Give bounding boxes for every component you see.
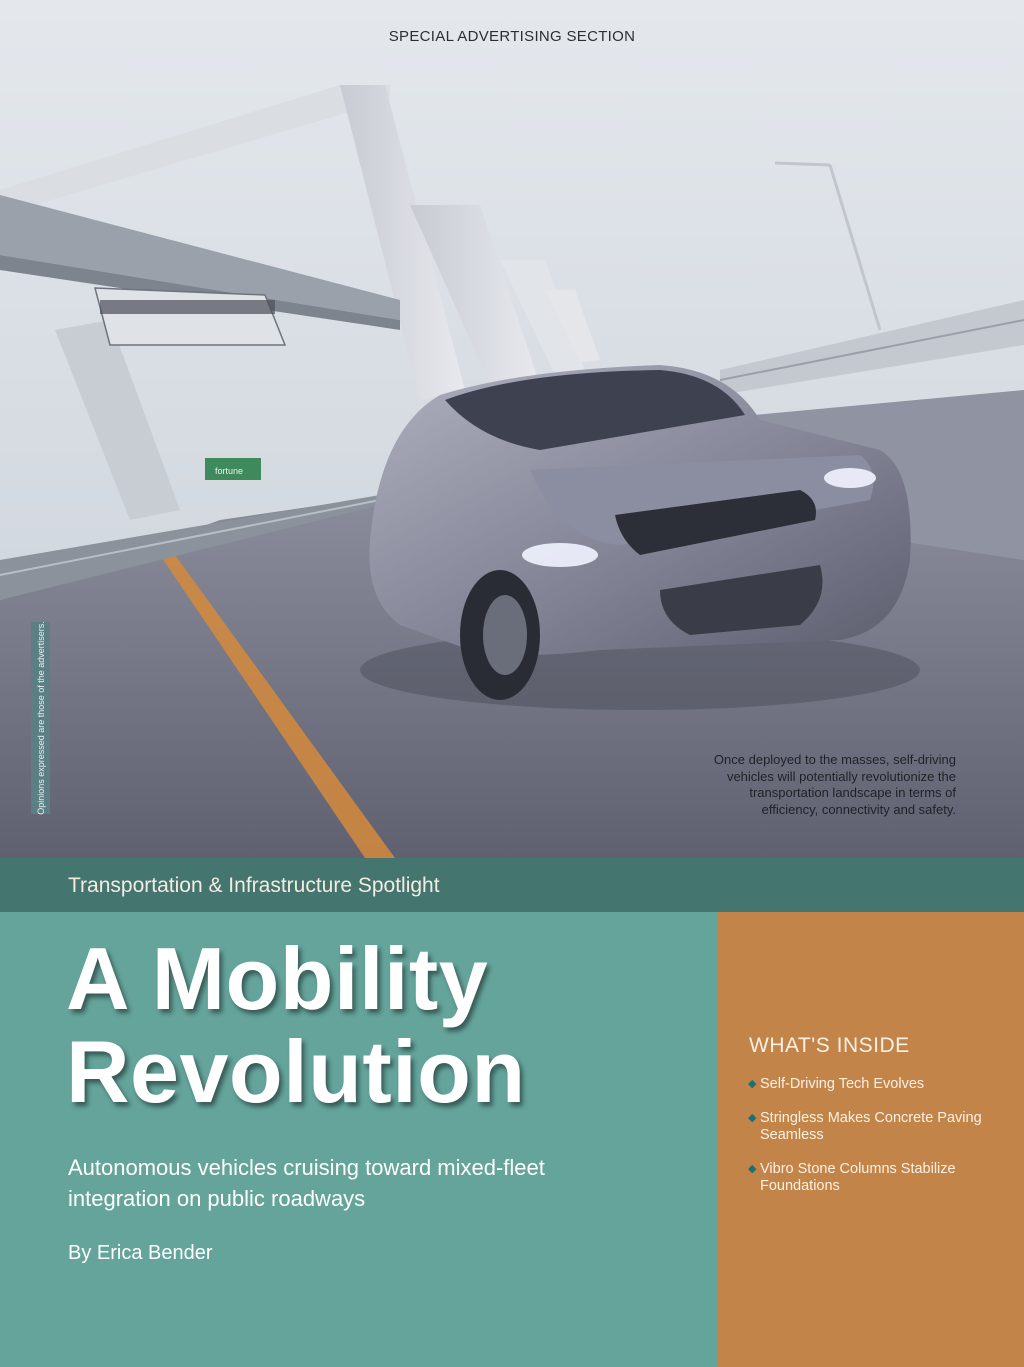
title-line-2: Revolution (66, 1022, 526, 1121)
spotlight-label: Transportation & Infrastructure Spotlight (68, 874, 440, 897)
advertiser-disclaimer (31, 622, 50, 814)
diamond-bullet-icon: ◆ (748, 1078, 757, 1090)
photo-caption: Once deployed to the masses, self-driving vehicles will potentially revolutionize the transportation landscape in terms of efficiency, connectivity and safety. (713, 752, 956, 817)
disclaimer-text: Opinions expressed are those of the advertisers. (35, 621, 46, 815)
article-panel (0, 912, 718, 1367)
list-item (748, 1076, 998, 1094)
special-advertising-label: SPECIAL ADVERTISING SECTION (388, 28, 636, 45)
whats-inside-title: WHAT'S INSIDE (749, 1034, 910, 1057)
list-item-label: Vibro Stone Columns Stabilize Foundations (760, 1160, 956, 1194)
title-line-1: A Mobility (66, 929, 489, 1028)
diamond-bullet-icon: ◆ (748, 1162, 757, 1175)
article-title (66, 929, 526, 1121)
article-subtitle: Autonomous vehicles cruising toward mixed-fleet integration on public roadways (68, 1155, 545, 1211)
list-item-label: Self-Driving Tech Evolves (760, 1076, 925, 1092)
whats-inside-list (748, 1076, 998, 1212)
diamond-bullet-icon: ◆ (748, 1111, 757, 1124)
road-sign-text: fortune (215, 466, 244, 476)
list-item (748, 1161, 998, 1196)
list-item-label: Stringless Makes Concrete Paving Seamless (760, 1109, 982, 1143)
whats-inside-panel (718, 912, 1024, 1367)
article-byline: By Erica Bender (68, 1242, 213, 1264)
list-item (748, 1110, 998, 1145)
spotlight-banner (0, 858, 1024, 912)
